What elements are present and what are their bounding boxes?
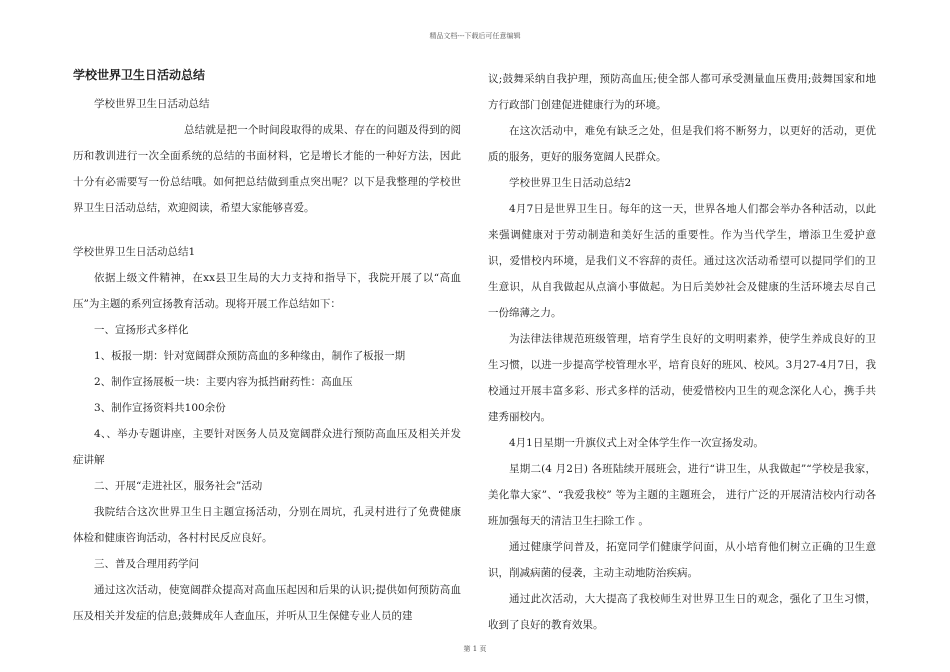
heading-2: 二、开展“走进社区，服务社会”活动 [94, 480, 263, 492]
section-2-title: 学校世界卫生日活动总结2 [509, 177, 632, 189]
page-header: 精品文档---下载后可任意编辑 [429, 32, 521, 40]
closing-paragraph: 在这次活动中，难免有缺乏之处，但是我们将不断努力，以更好的活动，更优质的服务，更好的服务宽阔人民群众。 [488, 125, 876, 163]
heading-3: 三、普及合理用药学问 [94, 558, 199, 570]
paragraph-d: 星期二(4 月2日) 各班陆续开展班会，进行“讲卫生，从我做起”“学校是我家，美化靠大家”、“我爱我校” 等为主题的主题班会， 进行广泛的开展清洁校内行动各班加强每天的清洁卫生扫除工作 。 [488, 463, 876, 527]
paragraph-2: 我院结合这次世界卫生日主题宣扬活动，分别在周坑，孔灵村进行了免费健康体检和健康咨询活动，各村村民反应良好。 [73, 506, 461, 544]
page-footer: 第 1 页 [463, 645, 487, 653]
paragraph-c: 4月1日星期一升旗仪式上对全体学生作一次宣扬发动。 [509, 437, 764, 449]
paragraph-f: 通过此次活动，大大提高了我校师生对世界卫生日的观念，强化了卫生习惯，收到了良好的教育效果。 [488, 593, 876, 631]
left-column [73, 66, 461, 629]
list-item-2: 2、制作宣扬展板一块：主要内容为抵挡耐药性：高血压 [94, 376, 353, 388]
right-column [488, 66, 876, 638]
section-1-paragraph: 依据上级文件精神，在xx县卫生局的大力支持和指导下，我院开展了以“高血压”为主题的系列宣扬教育活动。现将开展工作总结如下： [73, 272, 461, 310]
heading-1: 一、宣扬形式多样化 [94, 324, 189, 336]
paragraph-b: 为法律法律规范班级管理，培育学生良好的文明明素养，使学生养成良好的卫生习惯，以进一步提高学校管理水平，培育良好的班风、校风。3月27-4月7日，我校通过开展丰富多彩、形式多样的活动，使爱惜校内卫生的观念深化人心，携手共建秀丽校内。 [488, 333, 876, 423]
paragraph-continued: 议;鼓舞采纳自我护理，预防高血压;使全部人都可承受测量血压费用;鼓舞国家和地方行政部门创建促进健康行为的环境。 [488, 73, 876, 111]
spacer [73, 221, 461, 239]
section-1-title: 学校世界卫生日活动总结1 [73, 246, 196, 258]
subtitle: 学校世界卫生日活动总结 [94, 98, 210, 110]
list-item-3: 3、制作宣扬资料共100余份 [94, 402, 226, 414]
paragraph-e: 通过健康学问普及，拓宽同学们健康学问面，从小培育他们树立正确的卫生意识，削减病菌的侵袭，主动主动地防治疾病。 [488, 541, 876, 579]
paragraph-3: 通过这次活动，使宽阔群众提高对高血压起因和后果的认识;提供如何预防高血压及相关并发症的信息;鼓舞成年人查血压，并听从卫生保健专业人员的建 [73, 584, 461, 622]
list-item-4: 4、、举办专题讲座，主要针对医务人员及宽阔群众进行预防高血压及相关并发症讲解 [73, 428, 461, 466]
document-title: 学校世界卫生日活动总结 [73, 68, 206, 82]
paragraph-a: 4月7日是世界卫生日。每年的这一天，世界各地人们都会举办各种活动，以此来强调健康对于劳动制造和美好生活的重要性。作为当代学生，增添卫生爱护意识，爱惜校内环境，是我们义不容辞的责任。通过这次活动希望可以提同学们的卫生意识，从自我做起从点滴小事做起。为日后美妙社会及健康的生活环境去尽自己一份绵薄之力。 [488, 203, 876, 319]
intro-paragraph: 总结就是把一个时间段取得的成果、存在的问题及得到的阅历和教训进行一次全面系统的总结的书面材料，它是增长才能的一种好方法，因此十分有必需要写一份总结哦。如何把总结做到重点突出呢？以下是我整理的学校世界卫生日活动总结，欢迎阅读，希望大家能够喜爱。 [73, 124, 461, 214]
list-item-1: 1、板报一期：针对宽阔群众预防高血的多种缘由，制作了板报一期 [94, 350, 406, 362]
